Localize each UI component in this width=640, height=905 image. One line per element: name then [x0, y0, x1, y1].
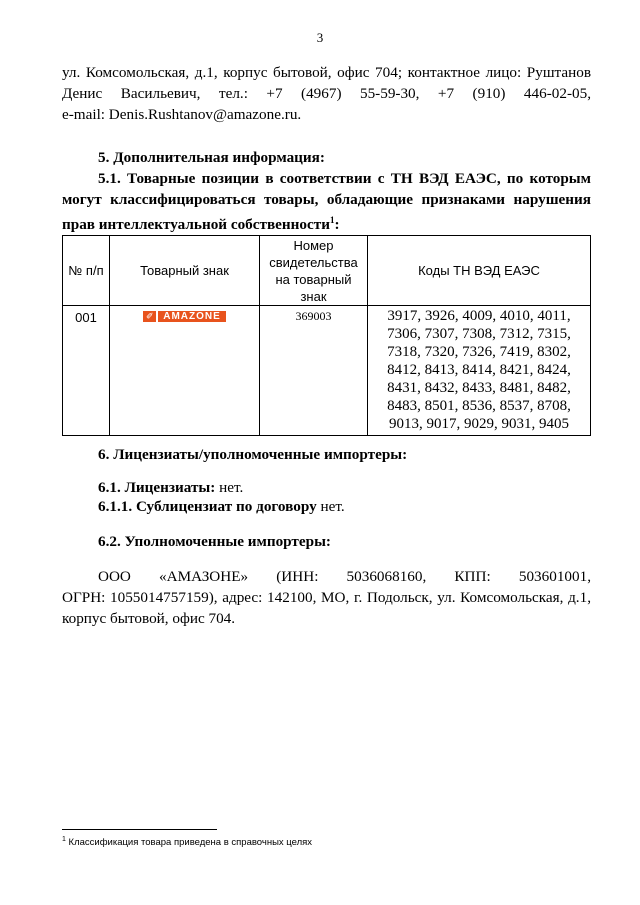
section-5-1-line-3-text: прав интеллектуальной собственности: [62, 216, 330, 234]
codes-line: 9013, 9017, 9029, 9031, 9405: [389, 416, 569, 432]
address-line-2: Денис Васильевич, тел.: +7 (4967) 55-59-30, +7 (910) 446-02-05,: [62, 85, 591, 102]
footnote-text: Классификация товара приведена в справочных целях: [68, 837, 313, 849]
table-row: [63, 306, 591, 436]
section-6-1-1-value: нет.: [320, 498, 345, 515]
header-codes: Коды ТН ВЭД ЕАЭС: [368, 236, 591, 306]
footnote-divider: [62, 829, 217, 830]
section-6-heading: 6. Лицензиаты/уполномоченные импортеры:: [98, 446, 408, 463]
section-5-heading: 5. Дополнительная информация:: [98, 149, 325, 166]
table-header-row: [63, 236, 591, 306]
section-6-2-heading: 6.2. Уполномоченные импортеры:: [98, 533, 331, 550]
importer-line-3: корпус бытовой, офис 704.: [62, 610, 236, 627]
codes-line: 7318, 7320, 7326, 7419, 8302,: [387, 344, 571, 360]
header-trademark: Товарный знак: [110, 236, 260, 306]
section-6-1-value: нет.: [219, 479, 244, 496]
section-5-1-line-1: 5.1. Товарные позиции в соответствии с ТН ВЭД ЕАЭС, по которым: [98, 170, 591, 187]
footnote: [62, 836, 312, 848]
section-6-1-label: 6.1. Лицензиаты:: [98, 479, 216, 496]
codes-line: 8431, 8432, 8433, 8481, 8482,: [387, 380, 571, 396]
importer-line-1: ООО «АМАЗОНЕ» (ИНН: 5036068160, КПП: 503601001,: [98, 568, 591, 585]
footnote-ref: 1: [329, 215, 335, 225]
codes-line: 8412, 8413, 8414, 8421, 8424,: [387, 362, 571, 378]
header-cert: Номер свидетельства на товарный знак: [260, 236, 368, 306]
footnote-num: 1: [62, 836, 66, 843]
section-6-1-1: [98, 496, 591, 517]
section-5-1-colon: :: [334, 216, 340, 234]
section-6-1-1-label: 6.1.1. Сублицензиат по договору: [98, 498, 317, 515]
codes-line: 8483, 8501, 8536, 8537, 8708,: [387, 398, 571, 414]
section-5-1-line-2: могут классифицироваться товары, обладающие признаками нарушения: [62, 191, 591, 208]
cert-number: 369003: [260, 306, 368, 436]
codes-cell: [368, 306, 591, 436]
codes-line: 7306, 7307, 7308, 7312, 7315,: [387, 326, 571, 342]
section-6-1: [98, 477, 591, 498]
page-number: 3: [316, 30, 324, 45]
logo-text: AMAZONE: [158, 311, 226, 322]
section-5-1-line-3: [62, 210, 591, 235]
trademark-table: [62, 235, 591, 436]
importer-line-2: ОГРН: 1055014757159), адрес: 142100, МО, г. Подольск, ул. Комсомольская, д.1,: [62, 589, 591, 606]
row-num: 001: [63, 306, 110, 436]
amazone-logo: [143, 311, 226, 322]
address-line-1: ул. Комсомольская, д.1, корпус бытовой, офис 704; контактное лицо: Руштанов: [62, 64, 591, 81]
trademark-cell: [110, 306, 260, 436]
logo-mark-icon: ✐: [143, 311, 156, 322]
address-line-3: e-mail: Denis.Rushtanov@amazone.ru.: [62, 106, 302, 123]
codes-line: 3917, 3926, 4009, 4010, 4011,: [387, 308, 571, 324]
header-num: № п/п: [63, 236, 110, 306]
